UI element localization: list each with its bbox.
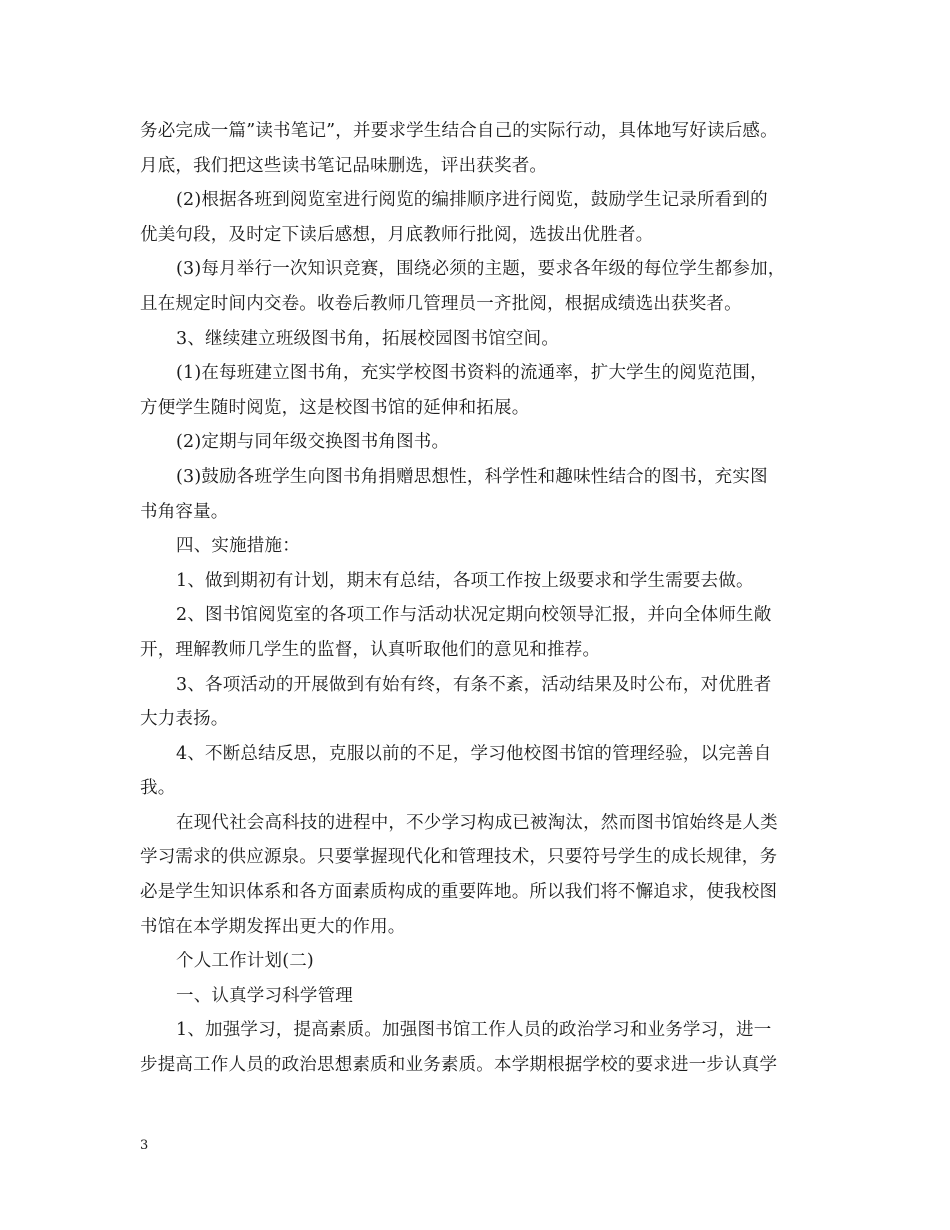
text-line: 步提高工作人员的政治思想素质和业务素质。本学期根据学校的要求进一步认真学 <box>140 1055 778 1076</box>
body-text <box>140 114 816 1083</box>
text-line: 4、不断总结反思，克服以前的不足，学习他校图书馆的管理经验，以完善自 <box>176 743 772 764</box>
text-line: 书馆在本学期发挥出更大的作用。 <box>140 916 406 937</box>
text-line: 个人工作计划(二) <box>176 951 314 972</box>
text-line: 开，理解教师几学生的监督，认真听取他们的意见和推荐。 <box>140 639 601 660</box>
text-line: 书角容量。 <box>140 501 229 522</box>
text-line: 1、做到期初有计划，期末有总结，各项工作按上级要求和学生需要去做。 <box>176 570 754 591</box>
text-line: (3)每月举行一次知识竞赛，围绕必须的主题，要求各年级的每位学生都参加， <box>176 259 786 280</box>
text-line: 月底，我们把这些读书笔记品味删选，评出获奖者。 <box>140 155 548 176</box>
text-line: (3)鼓励各班学生向图书角捐赠思想性，科学性和趣味性结合的图书，充实图 <box>176 466 768 487</box>
text-line: 大力表扬。 <box>140 709 229 730</box>
text-line: 3、继续建立班级图书角，拓展校园图书馆空间。 <box>176 328 560 349</box>
text-line: (1)在每班建立图书角，充实学校图书资料的流通率，扩大学生的阅览范围， <box>176 363 768 384</box>
text-line: 务必完成一篇”读书笔记”，并要求学生结合自己的实际行动，具体地写好读后感。 <box>140 121 778 141</box>
text-line: (2)根据各班到阅览室进行阅览的编排顺序进行阅览，鼓励学生记录所看到的 <box>176 190 768 211</box>
text-line: 3、各项活动的开展做到有始有终，有条不紊，活动结果及时公布，对优胜者 <box>176 674 772 695</box>
text-line: 在现代社会高科技的进程中，不少学习构成已被淘汰，然而图书馆始终是人类 <box>176 812 778 833</box>
page-number: 3 <box>140 1138 149 1153</box>
text-line: 必是学生知识体系和各方面素质构成的重要阵地。所以我们将不懈追求，使我校图 <box>140 882 778 903</box>
text-line: 2、图书馆阅览室的各项工作与活动状况定期向校领导汇报，并向全体师生敞 <box>176 605 772 626</box>
text-line: 1、加强学习，提高素质。加强图书馆工作人员的政治学习和业务学习，进一 <box>176 1020 772 1041</box>
text-line: 学习需求的供应源泉。只要掌握现代化和管理技术，只要符号学生的成长规律，务 <box>140 847 778 868</box>
text-line: 四、实施措施： <box>176 536 300 557</box>
text-line: 优美句段，及时定下读后感想，月底教师行批阅，选拔出优胜者。 <box>140 224 654 245</box>
text-line: 我。 <box>140 778 176 799</box>
text-line: (2)定期与同年级交换图书角图书。 <box>176 432 450 453</box>
text-line: 方便学生随时阅览，这是校图书馆的延伸和拓展。 <box>140 397 530 418</box>
text-line: 一、认真学习科学管理 <box>176 985 353 1006</box>
text-line: 且在规定时间内交卷。收卷后教师几管理员一齐批阅，根据成绩选出获奖者。 <box>140 293 742 314</box>
